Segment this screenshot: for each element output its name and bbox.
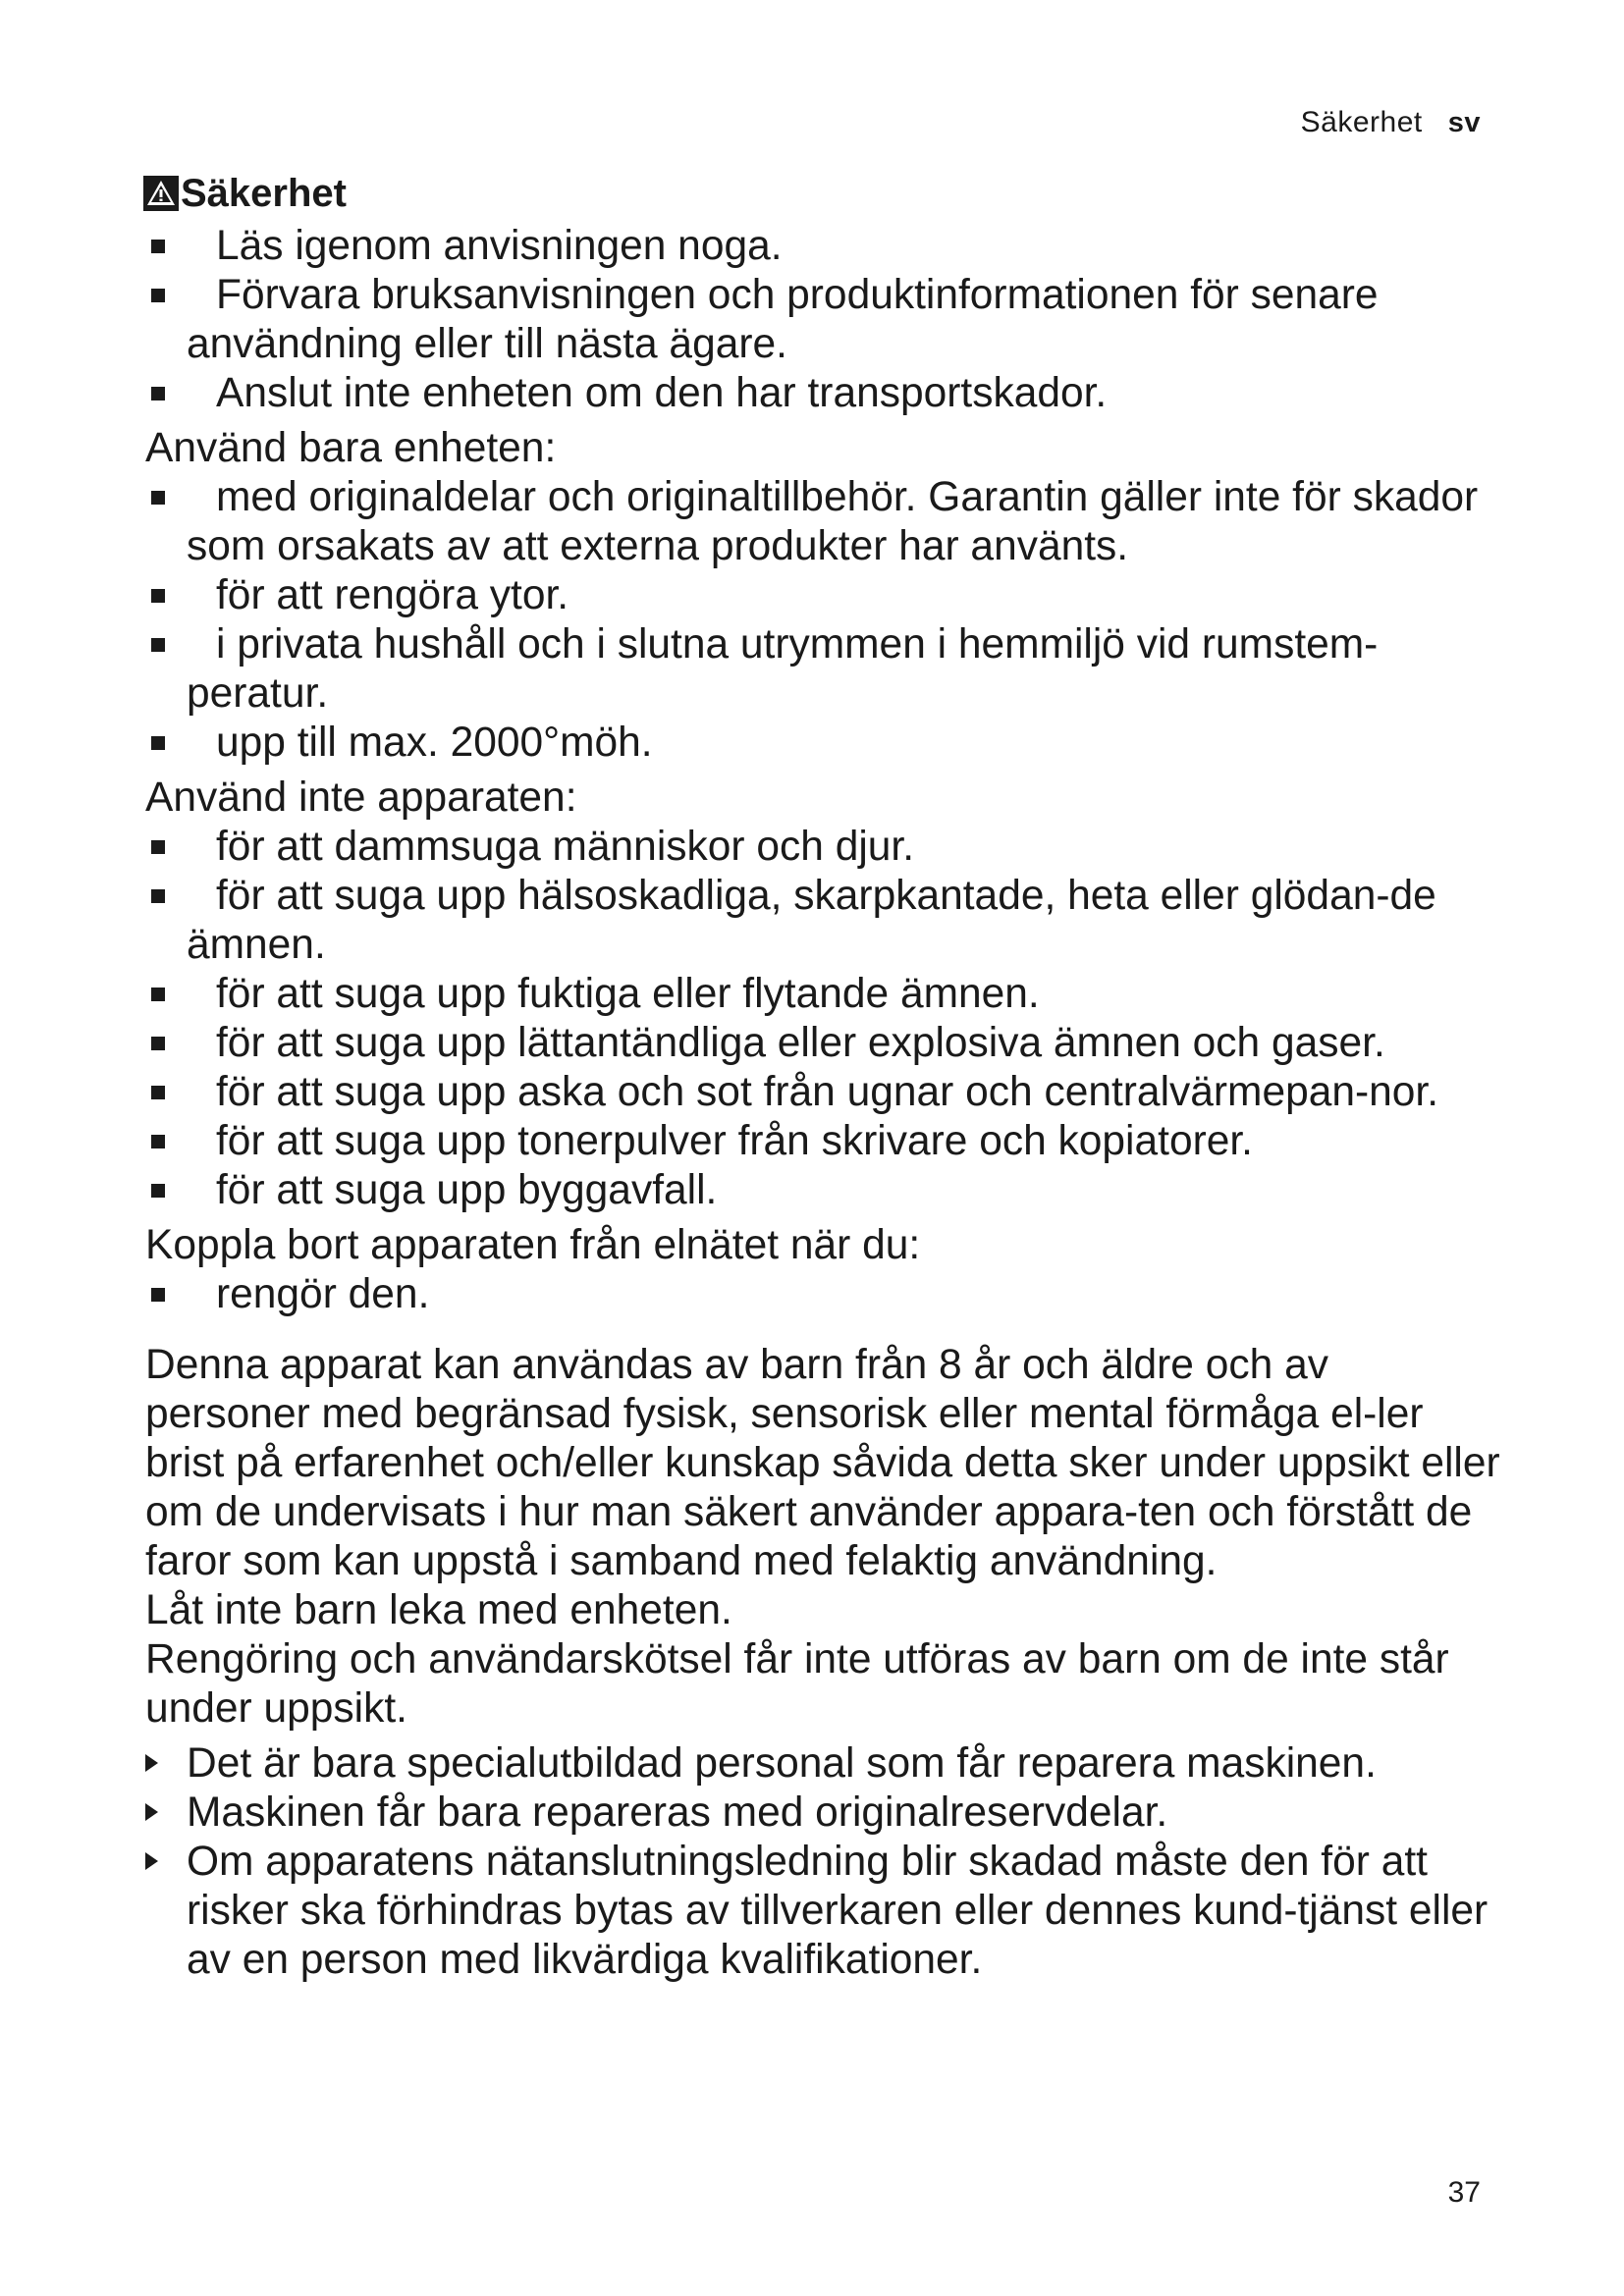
list-item: med originaldelar och originaltillbehör. Garantin gäller inte för skador som orsakats av att externa produkter har använts. <box>145 473 1500 571</box>
list-item: för att suga upp lättantändliga eller explosiva ämnen och gaser. <box>145 1019 1500 1068</box>
list-item: Det är bara specialutbildad personal som får reparera maskinen. <box>145 1739 1500 1789</box>
disconnect-list <box>145 1270 1500 1319</box>
list-item: för att suga upp fuktiga eller flytande ämnen. <box>145 970 1500 1019</box>
running-header <box>1301 106 1481 139</box>
list-item: för att suga upp hälsoskadliga, skarpkantade, heta eller glödan-de ämnen. <box>145 872 1500 970</box>
arrow-bullet-icon <box>145 1754 158 1772</box>
running-header-section: Säkerhet <box>1300 106 1423 138</box>
list-item: Läs igenom anvisningen noga. <box>145 222 1500 271</box>
do-not-use-intro: Använd inte apparaten: <box>145 774 577 821</box>
page-content <box>145 167 1500 1985</box>
list-item: för att dammsuga människor och djur. <box>145 823 1500 872</box>
warning-triangle-icon <box>143 176 179 211</box>
list-item: upp till max. 2000°möh. <box>145 719 1500 768</box>
list-item: i privata hushåll och i slutna utrymmen i hemmiljö vid rumstem-peratur. <box>145 620 1500 719</box>
list-item: Maskinen får bara repareras med originalreservdelar. <box>145 1789 1500 1838</box>
arrow-bullet-icon <box>145 1803 158 1821</box>
list-item: för att suga upp tonerpulver från skrivare och kopiatorer. <box>145 1117 1500 1166</box>
section-title: Säkerhet <box>181 172 347 215</box>
list-item: för att suga upp byggavfall. <box>145 1166 1500 1215</box>
disconnect-intro: Koppla bort apparaten från elnätet när du: <box>145 1222 921 1268</box>
arrow-bullet-icon <box>145 1852 158 1870</box>
do-not-use-list <box>145 823 1500 1215</box>
general-safety-list <box>145 222 1500 418</box>
list-item: Förvara bruksanvisningen och produktinformationen för senare användning eller till nästa ägare. <box>145 271 1500 369</box>
page-number: 37 <box>1447 2176 1481 2209</box>
repair-list <box>145 1739 1500 1985</box>
list-item: för att suga upp aska och sot från ugnar och centralvärmepan-nor. <box>145 1068 1500 1117</box>
section-heading <box>145 167 1500 220</box>
children-play-note: Låt inte barn leka med enheten. <box>145 1587 732 1633</box>
children-paragraph: Denna apparat kan användas av barn från 8 år och äldre och av personer med begränsad fysisk, sensorisk eller mental förmåga el-ler brist på erfarenhet och/eller kunskap såvida detta sker under uppsikt eller om de undervisats i hur man säkert använder appara-ten och förstått de faror som kan uppstå i samband med felaktig användning. <box>145 1342 1500 1584</box>
use-only-intro: Använd bara enheten: <box>145 425 557 471</box>
use-only-list <box>145 473 1500 768</box>
list-item: rengör den. <box>145 1270 1500 1319</box>
list-item: Om apparatens nätanslutningsledning blir skadad måste den för att risker ska förhindras bytas av tillverkaren eller dennes kund-tjänst eller av en person med likvärdiga kvalifikationer. <box>145 1838 1500 1985</box>
list-item: för att rengöra ytor. <box>145 571 1500 620</box>
children-cleaning-note: Rengöring och användarskötsel får inte utföras av barn om de inte står under uppsikt. <box>145 1636 1449 1732</box>
list-item: Anslut inte enheten om den har transportskador. <box>145 369 1500 418</box>
running-header-lang: sv <box>1447 107 1481 138</box>
